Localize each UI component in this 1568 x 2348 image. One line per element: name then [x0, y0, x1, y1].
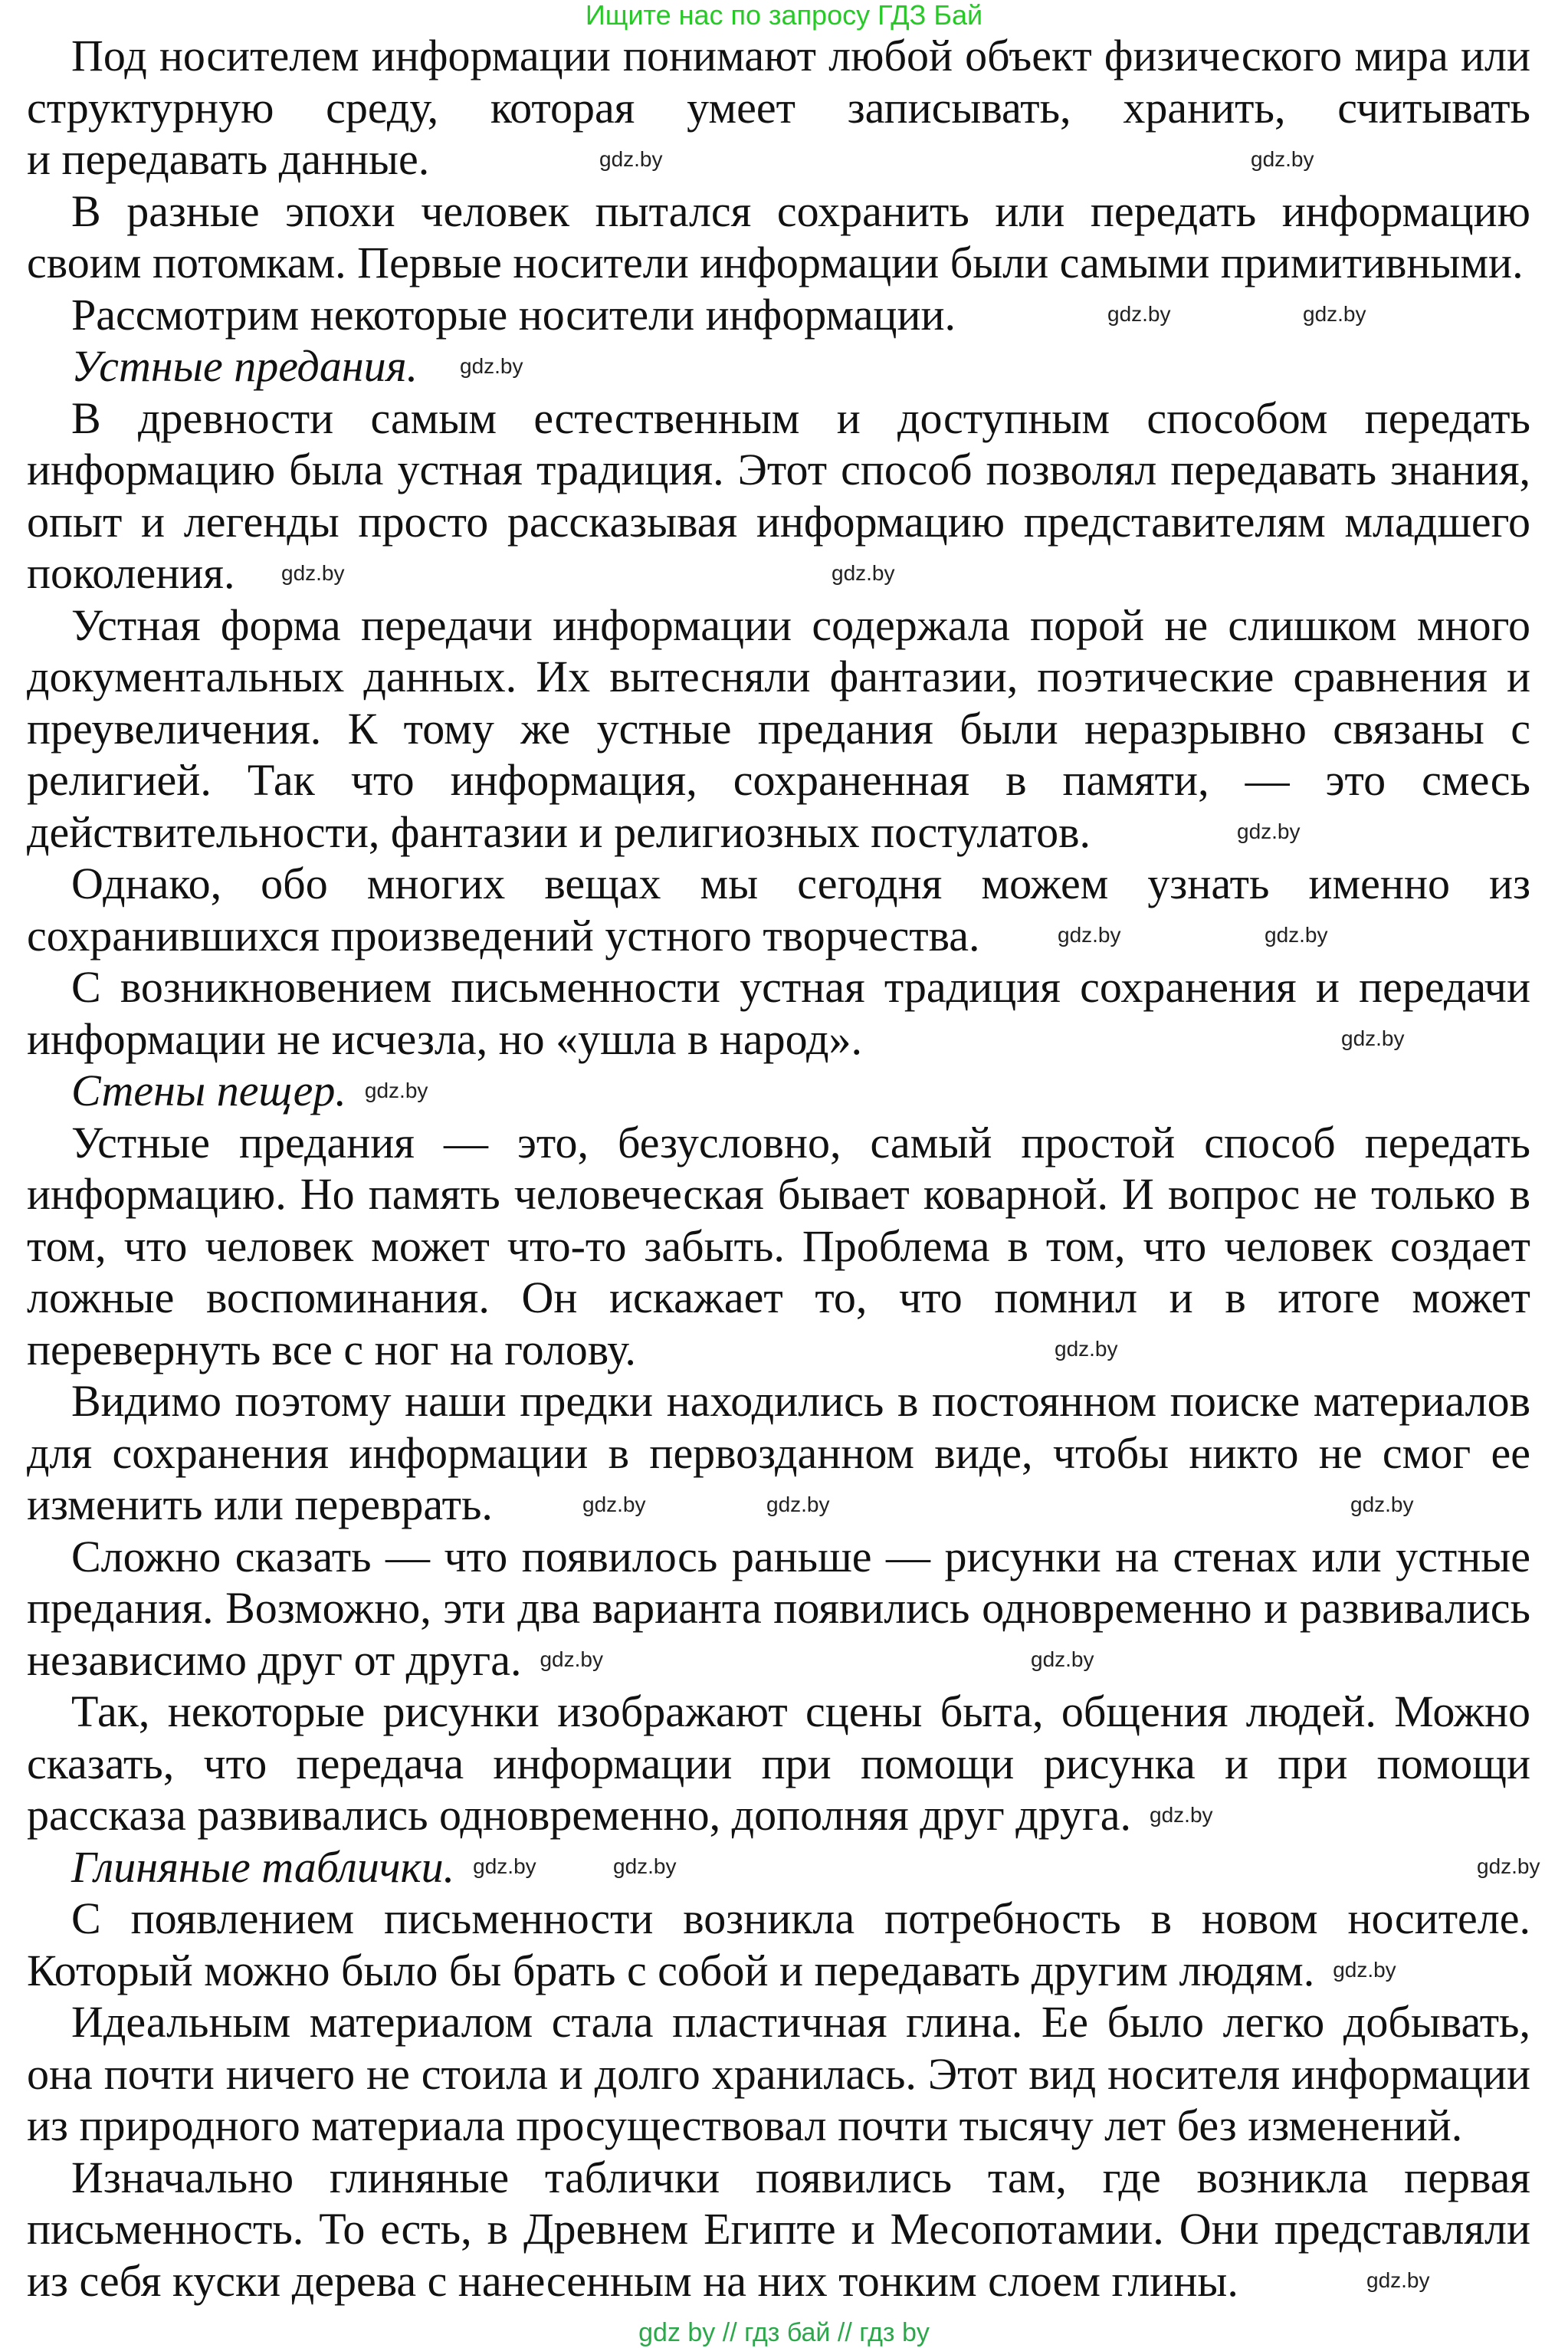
text-line: Так, некоторые рисунки изображают сцены быта, общения людей. Можно: [71, 1686, 1530, 1736]
section-heading: [27, 340, 1530, 392]
text-line: С появлением письменности возникла потребность в новом носителе.: [71, 1893, 1530, 1943]
text-line: предания. Возможно, эти два варианта появились одновременно и развивались: [27, 1583, 1530, 1633]
paragraph: [27, 599, 1530, 859]
text-line: она почти ничего не стоила и долго хранилась. Этот вид носителя информации: [27, 2048, 1530, 2099]
watermark: gdz.by: [1265, 923, 1328, 947]
text-line: сказать, что передача информации при помощи рисунка и при помощи: [27, 1738, 1530, 1788]
text-line: независимо друг от друга.: [27, 1634, 522, 1685]
text-line: для сохранения информации в первозданном виде, чтобы никто не смог ее: [27, 1427, 1530, 1478]
text-line: поколения.: [27, 548, 235, 598]
paragraph: [27, 1686, 1530, 1841]
paragraph: [27, 392, 1530, 599]
watermark: gdz.by: [1477, 1854, 1540, 1879]
watermark: gdz.by: [1350, 1492, 1414, 1516]
watermark: gdz.by: [1366, 2268, 1430, 2293]
watermark: gdz.by: [599, 146, 663, 171]
watermark: gdz.by: [1031, 1647, 1094, 1672]
section-heading: [27, 1841, 1530, 1893]
watermark: gdz.by: [582, 1492, 646, 1516]
text-line: Устная форма передачи информации содержала порой не слишком много: [71, 599, 1530, 650]
text-line: документальных данных. Их вытесняли фантазии, поэтические сравнения и: [27, 652, 1530, 701]
text-line: опыт и легенды просто рассказывая информацию представителям младшего: [27, 496, 1530, 547]
text-line: Устные предания — это, безусловно, самый простой способ передать: [71, 1117, 1530, 1167]
watermark: gdz.by: [1058, 923, 1121, 947]
watermark: gdz.by: [1333, 1958, 1396, 1982]
text-line: информацию. Но память человеческая бывает коварной. И вопрос не только в: [27, 1169, 1530, 1219]
text-line: из себя куски дерева с нанесенным на них тонким слоем глины.: [27, 2255, 1238, 2306]
watermark: gdz.by: [1107, 302, 1171, 327]
text-line: С возникновением письменности устная традиция сохранения и передачи: [71, 962, 1530, 1012]
watermark: gdz.by: [766, 1492, 830, 1516]
text-line: В разные эпохи человек пытался сохранить или передать информацию: [71, 186, 1530, 236]
text-line: сохранившихся произведений устного творчества.: [27, 910, 980, 961]
text-line: Рассмотрим некоторые носители информации.: [71, 289, 956, 340]
watermark: gdz.by: [1303, 302, 1366, 327]
watermark: gdz.by: [1150, 1802, 1213, 1827]
text-line: своим потомкам. Первые носители информации были самыми примитивными.: [27, 238, 1524, 287]
paragraph: [27, 2152, 1530, 2307]
text-line: Стены пещер.: [71, 1066, 346, 1115]
text-line: изменить или переврать.: [27, 1479, 493, 1529]
text-line: и передавать данные.: [27, 134, 430, 184]
text-line: письменность. То есть, в Древнем Египте и Месопотамии. Они представляли: [27, 2204, 1530, 2254]
paragraph: [27, 1996, 1530, 2152]
watermark: gdz.by: [613, 1854, 677, 1879]
watermark: gdz.by: [281, 560, 345, 585]
watermark: gdz.by: [1237, 819, 1301, 844]
text-line: информации не исчезла, но «ушла в народ».: [27, 1013, 862, 1064]
search-banner: Ищите нас по запросу ГДЗ Бай: [585, 0, 983, 31]
watermark: gdz.by: [832, 560, 895, 585]
section-heading: [27, 1065, 1530, 1117]
watermark: gdz.by: [364, 1078, 428, 1102]
text-line: из природного материала просуществовал почти тысячу лет без изменений.: [27, 2100, 1463, 2150]
text-line: Идеальным материалом стала пластичная глина. Ее было легко добывать,: [71, 1997, 1530, 2047]
watermark: gdz.by: [1251, 146, 1314, 171]
text-line: рассказа развивались одновременно, дополняя друг друга.: [27, 1790, 1132, 1840]
watermark: gdz.by: [540, 1647, 603, 1672]
text-line: Однако, обо многих вещах мы сегодня можем узнать именно из: [71, 859, 1530, 908]
text-line: том, что человек может что-то забыть. Проблема в том, что человек создает: [27, 1220, 1530, 1271]
text-line: Устные предания.: [71, 341, 418, 391]
text-line: структурную среду, которая умеет записывать, хранить, считывать: [27, 82, 1530, 133]
text-line: информацию была устная традиция. Этот способ позволял передавать знания,: [27, 445, 1530, 494]
text-line: преувеличения. К тому же устные предания были неразрывно связаны с: [27, 703, 1530, 754]
watermark: gdz.by: [1055, 1337, 1118, 1361]
watermark: gdz.by: [473, 1854, 536, 1879]
text-line: действительности, фантазии и религиозных постулатов.: [27, 806, 1091, 857]
paragraph: [27, 186, 1530, 289]
text-line: В древности самым естественным и доступным способом передать: [71, 392, 1530, 443]
paragraph: [27, 961, 1530, 1065]
text-line: перевернуть все с ног на голову.: [27, 1324, 636, 1374]
footer-links: gdz by // гдз бай // гдз by: [638, 2318, 930, 2347]
document-body: [27, 30, 1530, 2307]
text-line: религией. Так что информация, сохраненная в памяти, — это смесь: [27, 755, 1530, 805]
paragraph: [27, 1531, 1530, 1686]
text-line: ложные воспоминания. Он искажает то, что помнил и в итоге может: [27, 1273, 1530, 1322]
paragraph: [27, 1117, 1530, 1376]
text-line: Глиняные таблички.: [71, 1841, 455, 1892]
paragraph: [27, 1893, 1530, 1996]
text-line: Сложно сказать — что появилось раньше — рисунки на стенах или устные: [71, 1531, 1530, 1581]
text-line: Который можно было бы брать с собой и передавать другим людям.: [27, 1945, 1315, 1995]
text-line: Изначально глиняные таблички появились там, где возникла первая: [71, 2152, 1530, 2202]
watermark: gdz.by: [1341, 1026, 1405, 1051]
watermark: gdz.by: [460, 353, 523, 378]
text-line: Видимо поэтому наши предки находились в постоянном поиске материалов: [71, 1376, 1530, 1426]
text-line: Под носителем информации понимают любой объект физического мира или: [71, 31, 1530, 80]
